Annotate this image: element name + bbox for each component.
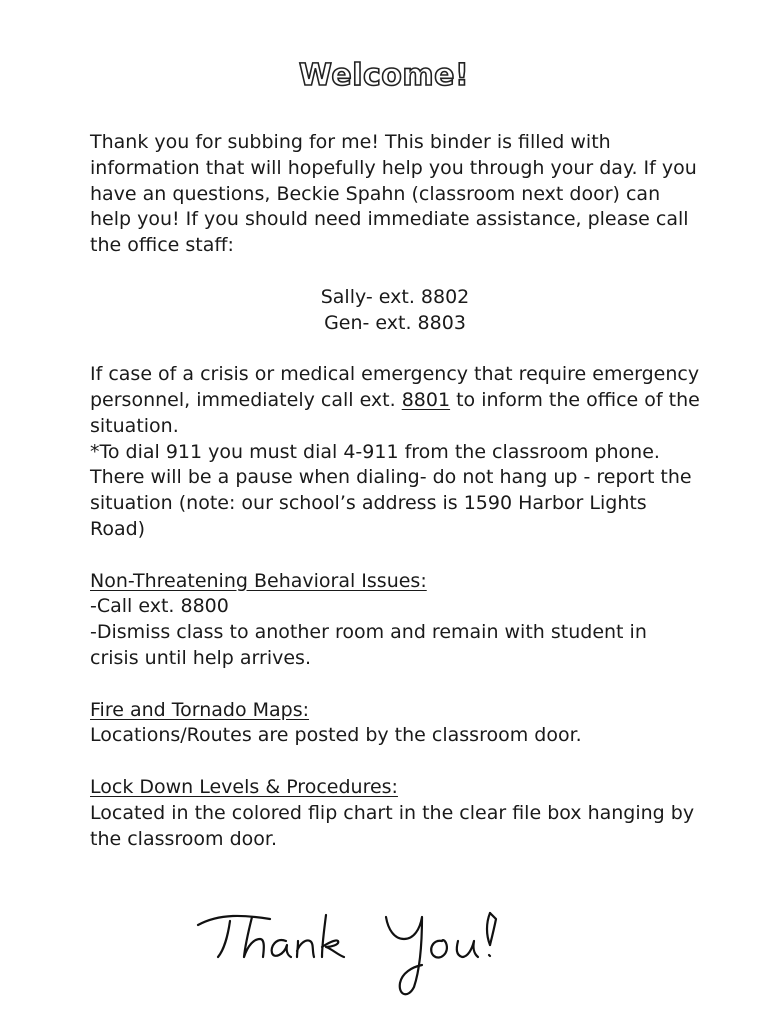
emergency-text-after: to inform the office of the situation. bbox=[90, 388, 700, 437]
page-title: Welcome! bbox=[298, 58, 470, 93]
section-line: -Call ext. 8800 bbox=[90, 595, 229, 618]
emergency-extension: 8801 bbox=[401, 388, 451, 411]
section-heading-behavioral: Non-Threatening Behavioral Issues: bbox=[90, 569, 427, 592]
section-line: Locations/Routes are posted by the classroom door. bbox=[90, 724, 582, 747]
emergency-text-before: If case of a crisis or medical emergency that require emergency personnel, immediately call ext. bbox=[90, 363, 700, 411]
section-line: -Dismiss class to another room and remain with student in crisis until help arrives. bbox=[90, 621, 647, 669]
contact-sally: Sally- ext. 8802 bbox=[320, 285, 470, 308]
contact-gen: Gen- ext. 8803 bbox=[324, 311, 466, 334]
section-heading-lockdown: Lock Down Levels & Procedures: bbox=[90, 775, 398, 798]
section-line: Located in the colored flip chart in the clear file box hanging by the classroom door. bbox=[90, 801, 695, 850]
dial-911-note: *To dial 911 you must dial 4-911 from the classroom phone. There will be a pause when dialing- do not hang up - report the situation (note: our school’s address is 1590 Harbor Lights Road) bbox=[90, 440, 692, 540]
document-body bbox=[90, 130, 700, 852]
section-heading-fire-tornado: Fire and Tornado Maps: bbox=[90, 698, 310, 721]
intro-paragraph: Thank you for subbing for me! This binder is filled with information that will hopefully help you through your day. If you have an questions, Beckie Spahn (classroom next door) can help you! If you should need immediate assistance, please call the office staff: bbox=[90, 131, 697, 257]
emergency-paragraph bbox=[90, 362, 700, 439]
thank-you-signature bbox=[190, 895, 550, 1005]
